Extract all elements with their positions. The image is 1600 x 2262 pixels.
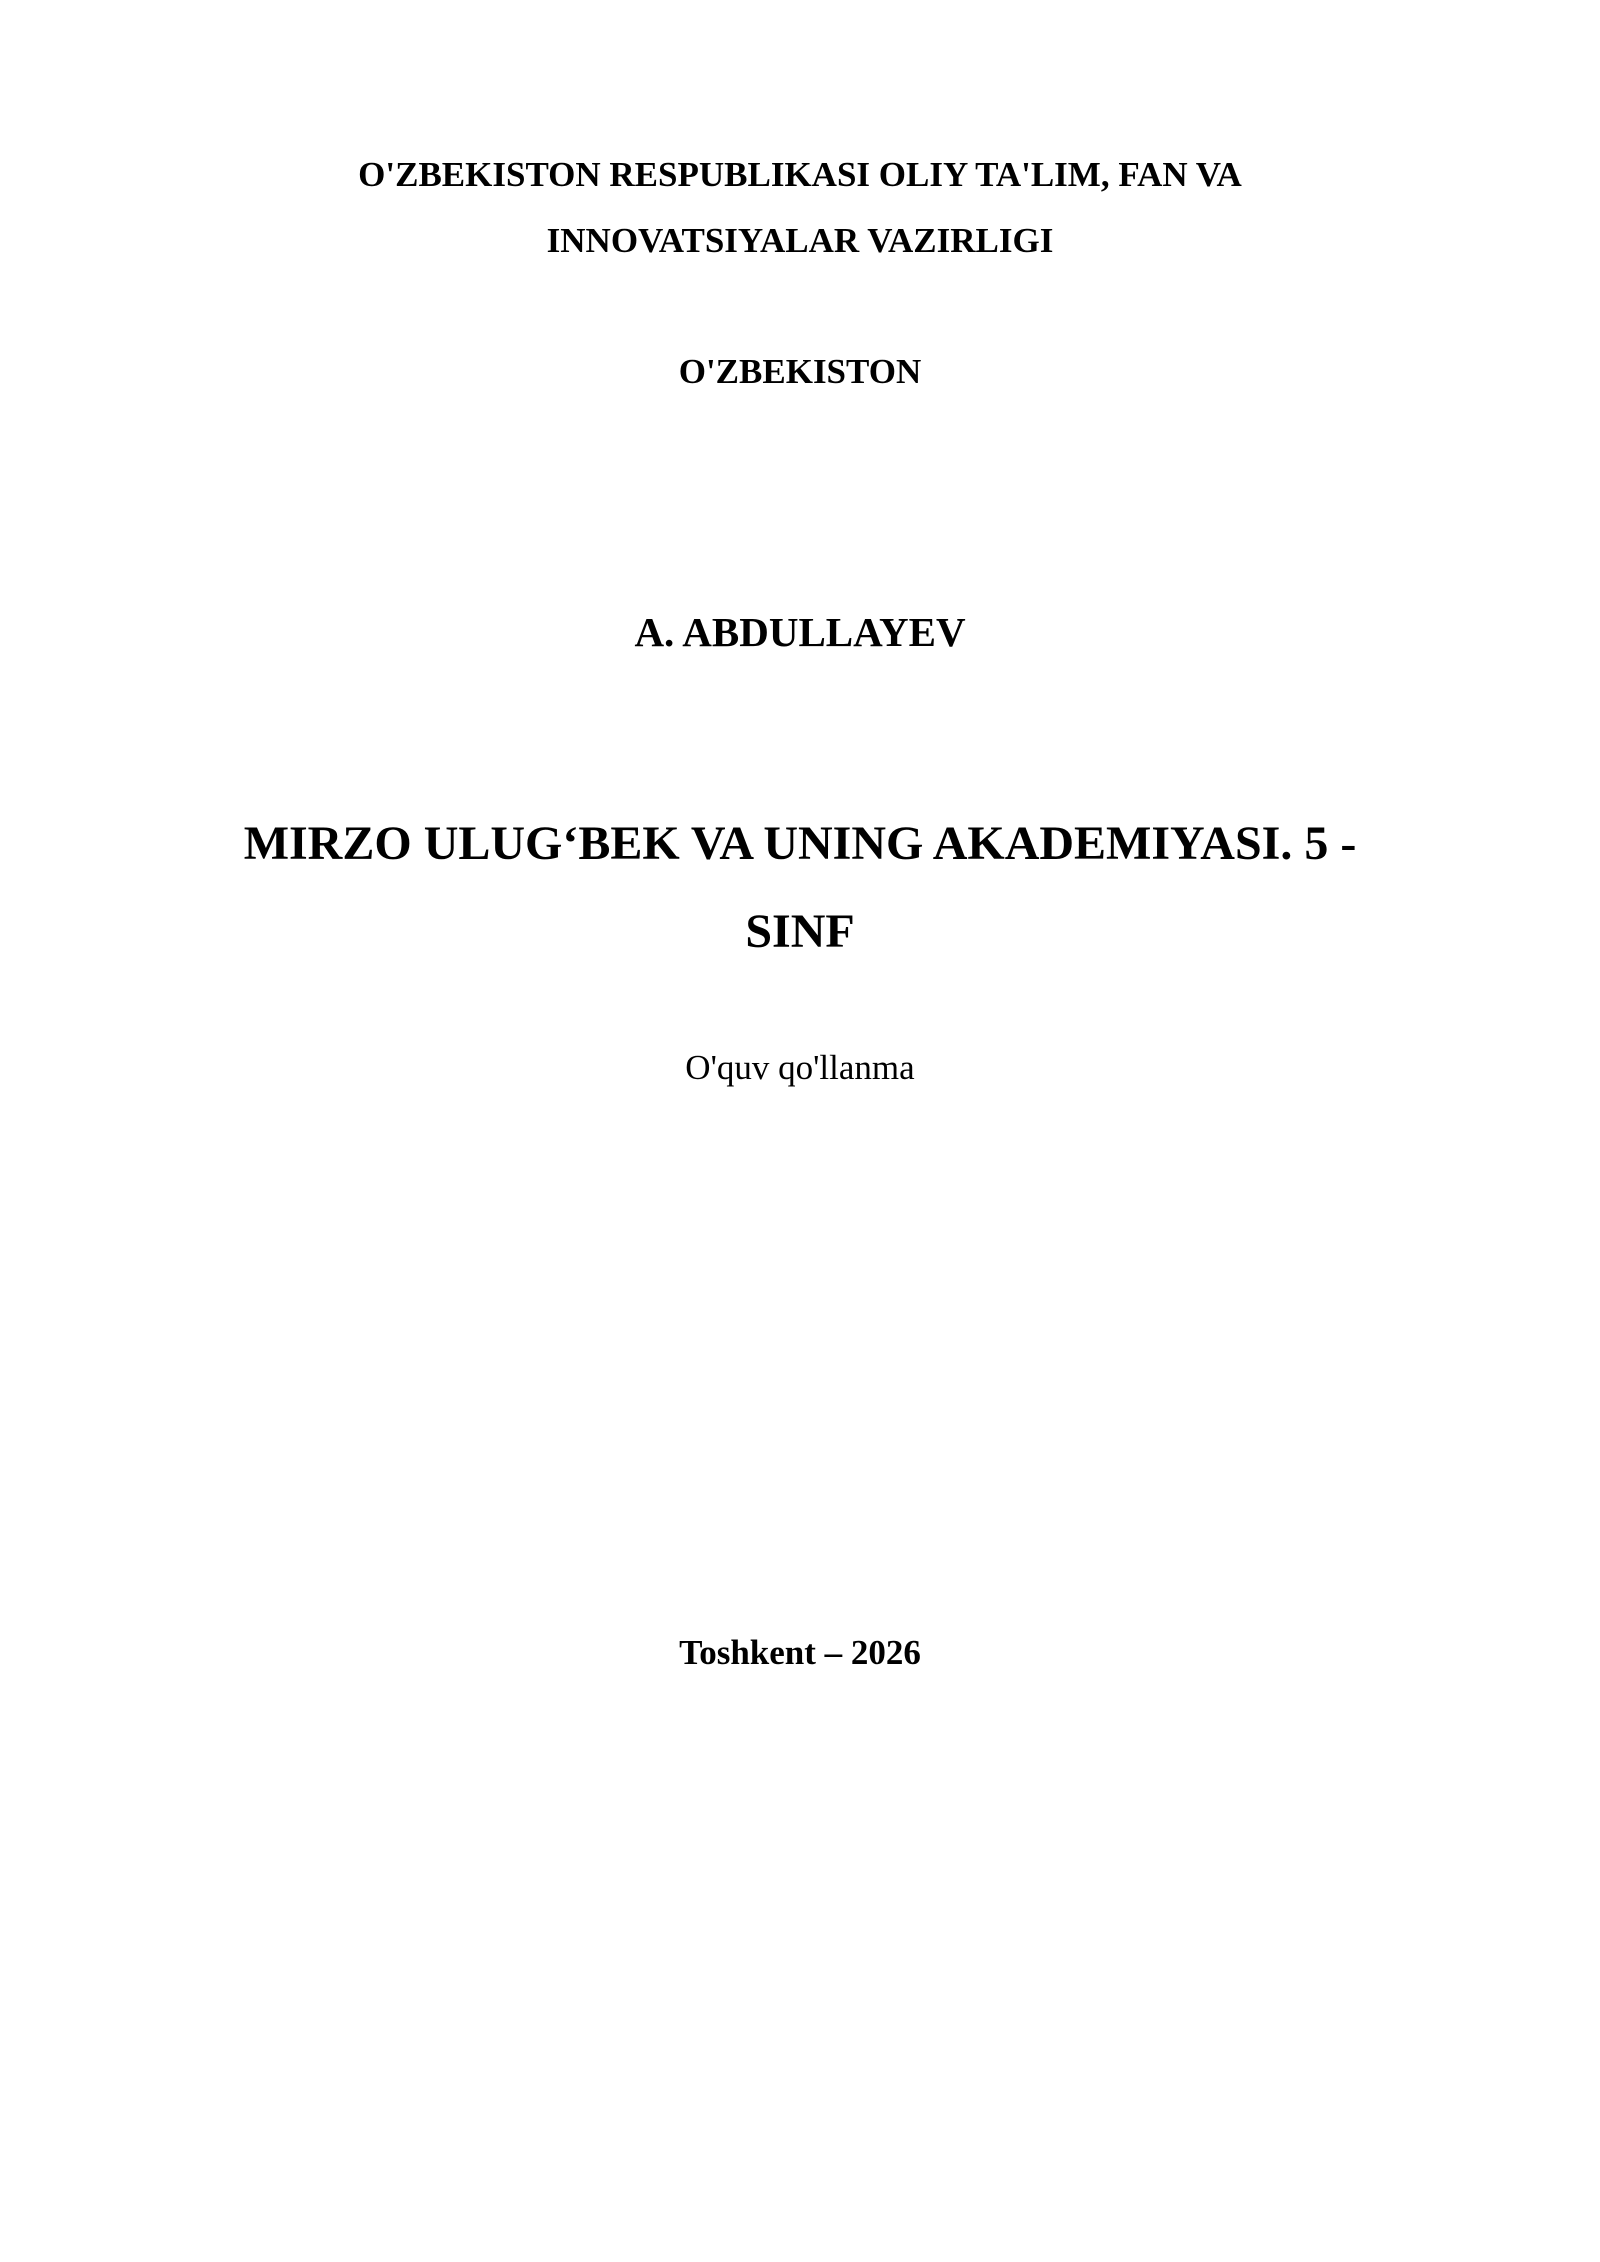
ministry-heading-line-2: INNOVATSIYALAR VAZIRLIGI bbox=[546, 221, 1054, 260]
country-heading: O'ZBEKISTON bbox=[678, 352, 922, 391]
book-title-line-2: SINF bbox=[745, 905, 855, 958]
book-title-line-1: MIRZO ULUG‘BEK VA UNING AKADEMIYASI. 5 - bbox=[243, 817, 1357, 870]
ministry-heading-line-1: O'ZBEKISTON RESPUBLIKASI OLIY TA'LIM, FAN VA bbox=[358, 155, 1242, 194]
ministry-heading bbox=[0, 142, 1600, 274]
city-year: Toshkent – 2026 bbox=[679, 1633, 921, 1672]
book-subtitle: O'quv qo'llanma bbox=[685, 1048, 915, 1087]
author-name: A. ABDULLAYEV bbox=[634, 609, 966, 655]
book-title bbox=[0, 800, 1600, 976]
